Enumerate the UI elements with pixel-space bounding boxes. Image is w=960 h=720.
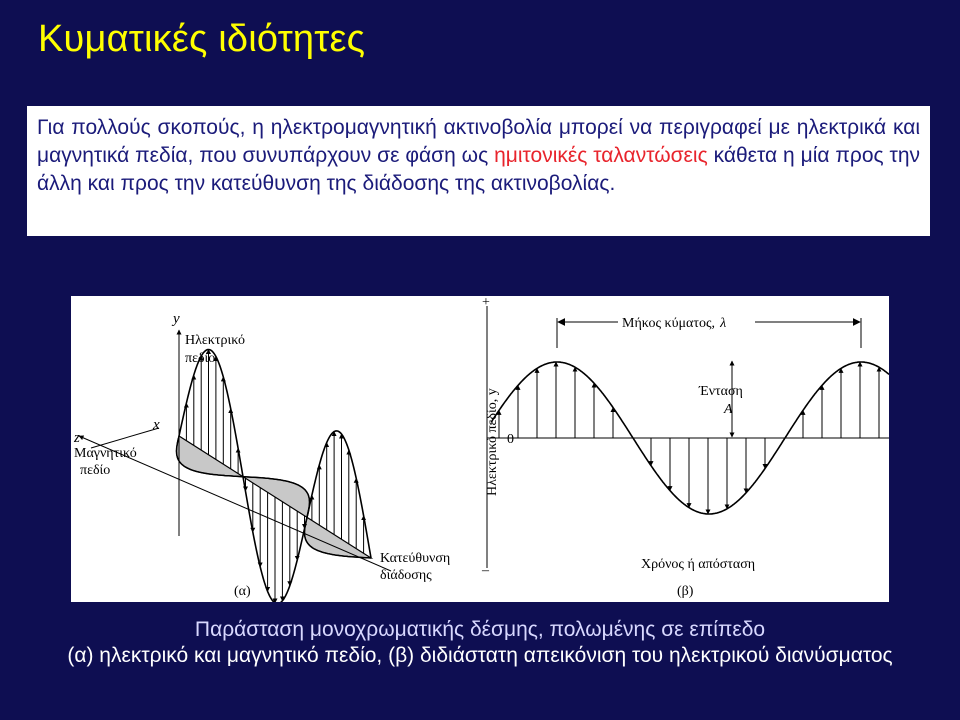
amplitude-label-2: A [724, 402, 733, 417]
panel-a-label: (α) [234, 584, 251, 599]
zero-label: 0 [507, 432, 514, 447]
intro-text-part2: κάθετα η μία προς την άλλη και προς την κατεύθυνση της διάδοσης της ακτινοβολίας. [37, 144, 920, 195]
caption-line-1: Παράσταση μονοχρωματικής δέσμης, πολωμένης σε επίπεδο [194, 618, 766, 641]
x-axis-label: x [153, 417, 160, 433]
magnetic-field-label-2: πεδίο [80, 463, 111, 478]
em-wave-svg [71, 296, 889, 602]
direction-label-1: Κατεύθυνση [380, 551, 451, 566]
intro-text-highlight: ημιτονικές ταλαντώσεις [494, 144, 708, 167]
plus-sign: + [482, 296, 490, 310]
caption-line-2: (α) ηλεκτρικό και μαγνητικό πεδίο, (β) διδιάστατη απεικόνιση του ηλεκτρικού διανύσματος [67, 644, 893, 667]
intro-panel [27, 106, 930, 236]
panel-b-label: (β) [677, 584, 694, 599]
panel-b [481, 296, 889, 599]
intro-text [37, 114, 920, 198]
wavelength-text: Μήκος κύματος, [622, 316, 716, 331]
z-axis-label: z [74, 430, 80, 446]
minus-sign: – [482, 563, 489, 578]
lambda-symbol: λ [720, 316, 727, 331]
electric-field-y-label: Ηλεκτρικό πεδίο, y [485, 388, 500, 496]
magnetic-field-label-1: Μαγνητικό [74, 446, 137, 461]
amplitude-label-1: Ένταση [699, 384, 743, 399]
figure-caption [40, 617, 920, 669]
intro-text-part1: Για πολλούς σκοπούς, η ηλεκτρομαγνητική ακτινοβολία μπορεί να περιγραφεί με ηλεκτρικά και μαγνητικά πεδία, που συνυπάρχουν σε φάση ως [37, 116, 920, 167]
panel-a [73, 311, 450, 602]
y-axis-label: y [173, 311, 180, 327]
slide-title: Κυματικές ιδιότητες [38, 18, 366, 60]
electric-field-label-1: Ηλεκτρικό [185, 333, 245, 348]
magnetic-axis-line [91, 428, 159, 448]
em-wave-figure [71, 296, 889, 602]
time-distance-label: Χρόνος ή απόσταση [641, 557, 756, 572]
wavelength-label [622, 316, 726, 331]
direction-label-2: διάδοσης [380, 568, 432, 583]
electric-field-vectors [186, 350, 363, 603]
electric-field-label-2: πεδίο [185, 351, 216, 366]
